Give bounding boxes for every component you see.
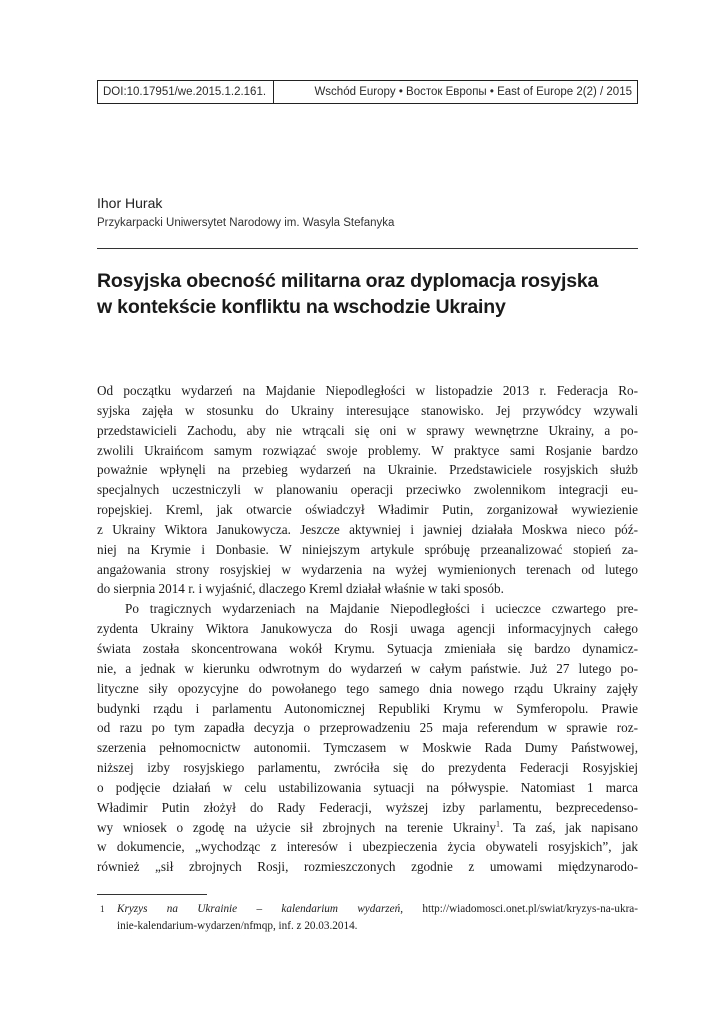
- title-line: w kontekście konfliktu na wschodzie Ukrainy: [97, 296, 506, 318]
- footnote-line: [117, 901, 638, 918]
- body-line: świata została skoncentrowana wokół Krymu. Sytuacja zmieniała się bardzo dynamicz-: [97, 640, 638, 656]
- footnote-source-title: Kryzys na Ukrainie – kalendarium wydarzeń: [117, 903, 401, 915]
- body-line: niższej izby rosyjskiego parlamentu, zwróciła się do prezydenta Federacji Rosyjskiej: [97, 760, 638, 776]
- body-line: budynki rządu i parlamentu Autonomicznej Republiki Krymu w Symferopolu. Prawie: [97, 700, 638, 716]
- article-title: [97, 268, 657, 320]
- footnote-reference[interactable]: 1: [495, 819, 500, 829]
- body-line: Władimir Putin złożył do Rady Federacji, wyższej izby parlamentu, bezprecedenso-: [97, 799, 638, 815]
- running-header: [97, 80, 638, 104]
- body-line-tail: . Ta zaś, jak napisano: [499, 819, 638, 835]
- footnote-url[interactable]: , http://wiadomosci.onet.pl/swiat/kryzys-na-ukra-: [400, 903, 638, 915]
- body-line: o podjęcie działań w celu ustabilizowania sytuacji na półwyspie. Natomiast 1 marca: [97, 779, 638, 795]
- body-line: zwolili Ukraińcom samym rozwiązać swoje problemy. W praktyce sami Rosjanie bardzo: [97, 442, 638, 458]
- body-line: Po tragicznych wydarzeniach na Majdanie Niepodległości i ucieczce czwartego pre-: [125, 601, 638, 617]
- footnote-number: 1: [100, 904, 105, 914]
- body-line-with-footnote: [97, 818, 638, 838]
- article-body: [97, 381, 638, 877]
- body-line-text: wy wniosek o zgodę na użycie sił zbrojnych na terenie Ukrainy: [97, 819, 496, 835]
- author-affiliation: Przykarpacki Uniwersytet Narodowy im. Wasyla Stefanyka: [97, 217, 395, 229]
- doi-label: DOI:10.17951/we.2015.1.2.161.: [98, 81, 274, 103]
- body-line: niej na Krymie i Donbasie. W niniejszym artykule spróbuję przeanalizować stopień za-: [97, 541, 638, 557]
- body-line: przedstawicieli Zachodu, aby nie wtrącali się oni w sprawy wewnętrzne Ukrainy, a po-: [97, 422, 638, 438]
- body-line: poważnie wpłynęli na przebieg wydarzeń na Ukrainie. Przedstawiciele rosyjskich służb: [97, 462, 638, 478]
- title-divider: [97, 248, 638, 249]
- body-line: od razu po tym zapadła decyzja o przeprowadzeniu 25 maja referendum w sprawie roz-: [97, 720, 638, 736]
- title-line: Rosyjska obecność militarna oraz dyplomacja rosyjska: [97, 270, 599, 292]
- body-line: angażowania strony rosyjskiej w wydarzenia na wyżej wymienionych terenach od lutego: [97, 561, 638, 577]
- body-line: szerzenia pełnomocnictw autonomii. Tymczasem w Moskwie Rada Dumy Państwowej,: [97, 740, 638, 756]
- footnote-divider: [97, 894, 207, 895]
- footnote: [97, 901, 638, 935]
- body-line: Od początku wydarzeń na Majdanie Niepodległości w listopadzie 2013 r. Federacja Ro-: [97, 383, 638, 398]
- body-line: lityczne siły opozycyjne do powołanego tego samego dnia nowego rządu Ukrainy zajęły: [97, 680, 638, 696]
- body-line: syjska zajęła w stosunku do Ukrainy interesujące stanowisko. Jej przywódcy wzywali: [97, 402, 638, 418]
- footnote-line: inie-kalendarium-wydarzen/nfmqp, inf. z 20.03.2014.: [117, 920, 358, 932]
- body-line: do sierpnia 2014 r. i wyjaśnić, dlaczego Kreml działał właśnie w taki sposób.: [97, 581, 504, 597]
- body-line: w dokumencie, „wychodząc z interesów i ubezpieczenia życia obywateli rosyjskich”, jak: [97, 839, 638, 855]
- journal-label: Wschód Europy • Восток Европы • East of Europe 2(2) / 2015: [314, 86, 632, 98]
- body-line: zydenta Ukrainy Wiktora Janukowycza do Rosji uwaga agencji informacyjnych całego: [97, 621, 638, 637]
- body-line: specjalnych uczestniczyli w planowaniu operacji przeciwko zwolennikom integracji eu-: [97, 482, 638, 498]
- body-line: nie, a jednak w kierunku odwrotnym do wydarzeń w całym państwie. Już 27 lutego po-: [97, 660, 638, 676]
- body-line: z Ukrainy Wiktora Janukowycza. Jeszcze aktywniej i jawniej działała Moskwa nieco póź-: [97, 521, 638, 537]
- body-line: ropejskiej. Kreml, jak otwarcie oświadczył Władimir Putin, zorganizował wywiezienie: [97, 502, 638, 518]
- author-name: Ihor Hurak: [97, 195, 163, 211]
- body-line: również „sił zbrojnych Rosji, rozmieszczonych zgodnie z umowami międzynarodo-: [97, 859, 638, 875]
